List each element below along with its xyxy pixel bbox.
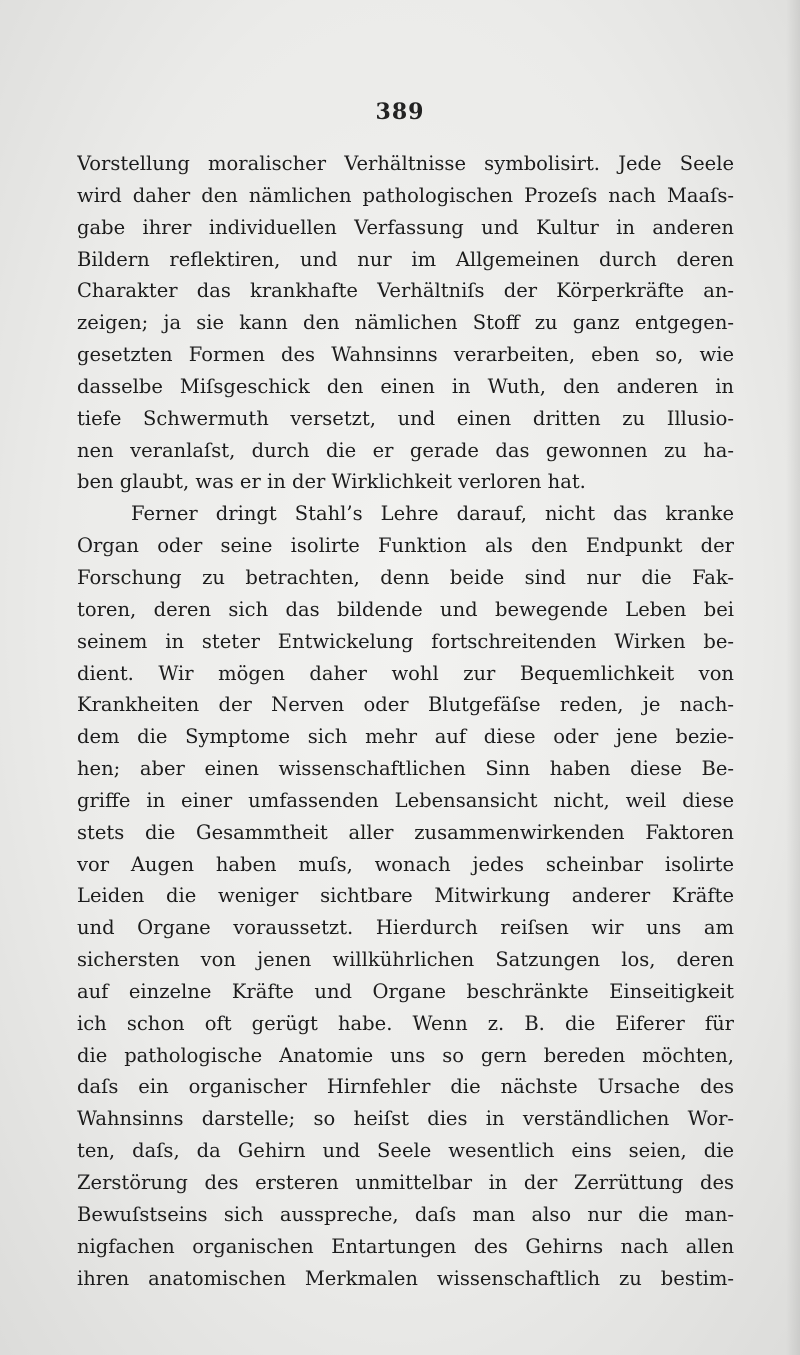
text-line: Leiden die weniger sichtbare Mitwirkung anderer Kräfte (77, 884, 734, 908)
text-line: hen; aber einen wissenschaftlichen Sinn haben diese Be- (77, 757, 734, 781)
text-line: ten, daſs, da Gehirn und Seele wesentlich eins seien, die (77, 1139, 734, 1163)
text-line: ihren anatomischen Merkmalen wissenschaftlich zu bestim- (77, 1266, 734, 1290)
text-line: stets die Gesammtheit aller zusammenwirkenden Faktoren (77, 820, 734, 844)
text-line: Organ oder seine isolirte Funktion als den Endpunkt der (77, 534, 734, 558)
page-number: 389 (375, 99, 425, 125)
text-line: Bildern reflektiren, und nur im Allgemeinen durch deren (77, 247, 734, 271)
text-line: Charakter das krankhafte Verhältniſs der Körperkräfte an- (77, 279, 734, 303)
text-line: wird daher den nämlichen pathologischen Prozeſs nach Maaſs- (77, 183, 734, 207)
paragraph (77, 148, 734, 498)
text-line: gabe ihrer individuellen Verfassung und Kultur in anderen (77, 215, 734, 239)
text-line: griffe in einer umfassenden Lebensansicht nicht, weil diese (77, 788, 734, 812)
text-line: dasselbe Miſsgeschick den einen in Wuth, den anderen in (77, 374, 734, 398)
text-line: sichersten von jenen willkührlichen Satzungen los, deren (77, 948, 734, 972)
body-text (77, 148, 734, 1294)
paragraph (77, 498, 734, 1294)
text-line: Krankheiten der Nerven oder Blutgefäſse reden, je nach- (77, 693, 734, 717)
text-line: daſs ein organischer Hirnfehler die nächste Ursache des (77, 1075, 734, 1099)
text-line: und Organe voraussetzt. Hierdurch reiſsen wir uns am (77, 916, 734, 940)
text-line: gesetzten Formen des Wahnsinns verarbeiten, eben so, wie (77, 343, 734, 367)
text-line: seinem in steter Entwickelung fortschreitenden Wirken be- (77, 629, 734, 653)
text-line: auf einzelne Kräfte und Organe beschränkte Einseitigkeit (77, 979, 734, 1003)
text-line: Wahnsinns darstelle; so heiſst dies in verständlichen Wor- (77, 1107, 734, 1131)
text-line: zeigen; ja sie kann den nämlichen Stoff zu ganz entgegen- (77, 311, 734, 335)
text-line: ich schon oft gerügt habe. Wenn z. B. die Eiferer für (77, 1011, 734, 1035)
text-line: dient. Wir mögen daher wohl zur Bequemlichkeit von (77, 661, 734, 685)
text-line: tiefe Schwermuth versetzt, und einen dritten zu Illusio- (77, 406, 734, 430)
text-line: nigfachen organischen Entartungen des Gehirns nach allen (77, 1234, 734, 1258)
text-line: die pathologische Anatomie uns so gern bereden möchten, (77, 1043, 734, 1067)
text-line: Forschung zu betrachten, denn beide sind nur die Fak- (77, 565, 734, 589)
text-line: Ferner dringt Stahl’s Lehre darauf, nicht das kranke (131, 502, 734, 526)
text-line: dem die Symptome sich mehr auf diese oder jene bezie- (77, 725, 734, 749)
text-line: vor Augen haben muſs, wonach jedes scheinbar isolirte (77, 852, 734, 876)
text-line: Bewuſstseins sich ausspreche, daſs man also nur die man- (77, 1202, 734, 1226)
text-line: nen veranlaſst, durch die er gerade das gewonnen zu ha- (77, 438, 734, 462)
text-line: toren, deren sich das bildende und bewegende Leben bei (77, 597, 734, 621)
text-line: Zerstörung des ersteren unmittelbar in der Zerrüttung des (77, 1171, 734, 1194)
page-edge-shadow (786, 0, 800, 1355)
text-line: ben glaubt, was er in der Wirklichkeit verloren hat. (77, 470, 586, 494)
text-line: Vorstellung moralischer Verhältnisse symbolisirt. Jede Seele (77, 152, 734, 175)
